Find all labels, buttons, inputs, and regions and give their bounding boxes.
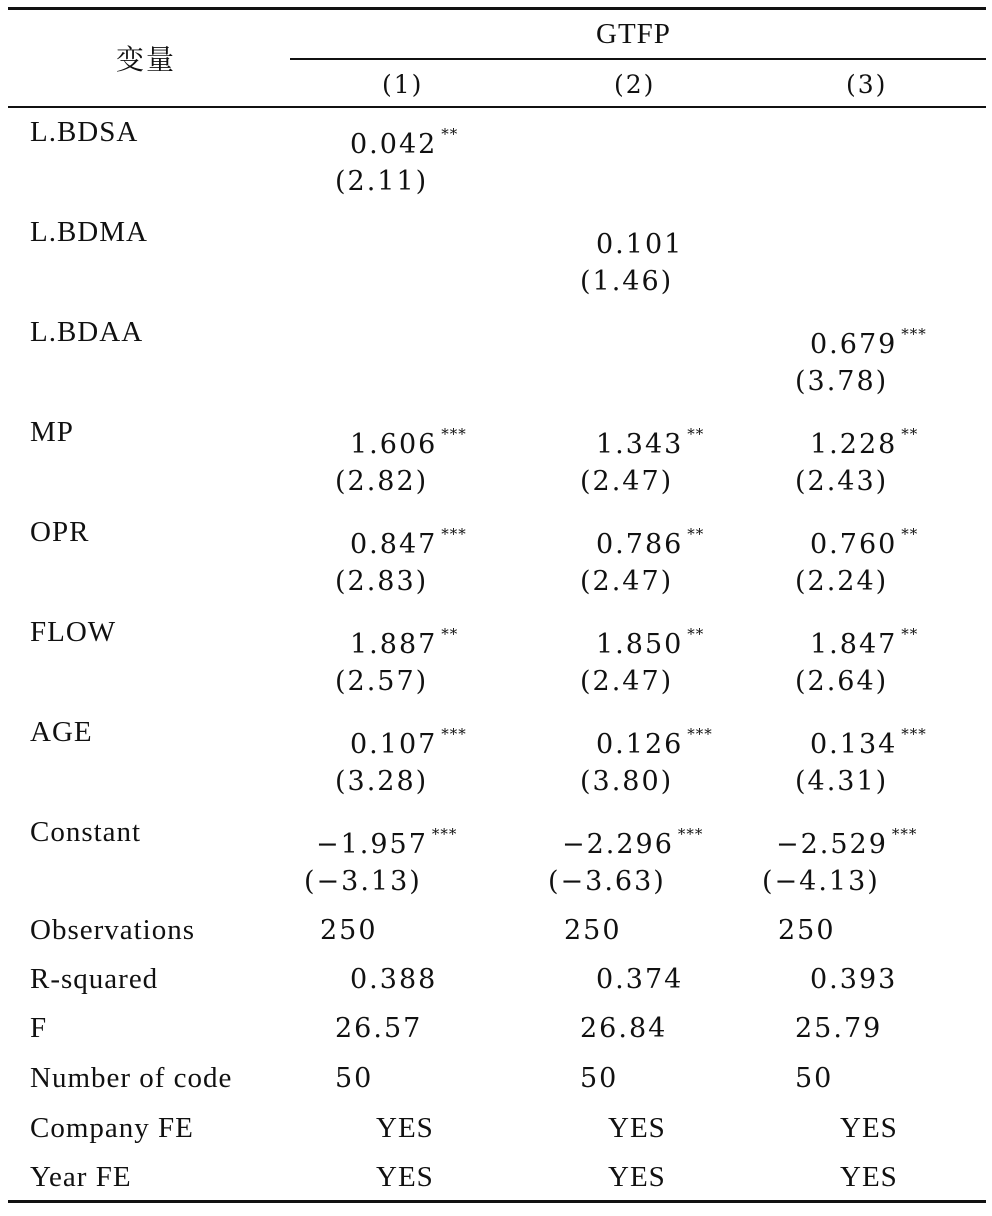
bottom-rule (8, 1200, 986, 1203)
stat-value: 0.374 (596, 964, 684, 995)
coef-cell (596, 618, 704, 661)
significance-stars: *** (687, 725, 713, 743)
t-stat-cell: (3.28) (335, 766, 429, 797)
significance-stars: *** (441, 725, 467, 743)
t-stat-cell: (2.24) (795, 566, 889, 597)
coef-value: 0.134 (810, 729, 898, 760)
t-stat-cell: (−4.13) (762, 866, 880, 897)
stat-label: R-squared (30, 963, 159, 995)
significance-stars: *** (891, 825, 918, 843)
coef-value: −2.296 (562, 829, 674, 860)
top-rule (8, 7, 986, 10)
fixed-effect-value: YES (376, 1112, 434, 1144)
t-stat-cell: (−3.13) (304, 866, 422, 897)
significance-stars: *** (441, 425, 467, 443)
t-stat-cell: (3.80) (580, 766, 674, 797)
significance-stars: *** (677, 825, 704, 843)
coef-value: −1.957 (316, 829, 428, 860)
coef-value: 1.850 (596, 629, 684, 660)
variable-header: 变量 (116, 43, 177, 76)
t-stat-cell: (2.57) (335, 666, 429, 697)
coef-cell (776, 818, 917, 861)
column-header-3: (3) (846, 70, 888, 99)
significance-stars: *** (901, 325, 927, 343)
fixed-effect-label: Company FE (30, 1112, 194, 1144)
coef-value: −2.529 (776, 829, 888, 860)
significance-stars: ** (441, 625, 459, 643)
stat-value: 250 (320, 915, 378, 946)
significance-stars: ** (687, 625, 705, 643)
t-stat-cell: (4.31) (795, 766, 889, 797)
coef-cell (350, 118, 458, 161)
coef-value: 0.847 (350, 529, 438, 560)
significance-stars: ** (901, 425, 919, 443)
t-stat-cell: (2.64) (795, 666, 889, 697)
significance-stars: *** (431, 825, 458, 843)
stat-value: 250 (778, 915, 836, 946)
stat-label: F (30, 1012, 48, 1044)
significance-stars: *** (441, 525, 467, 543)
stat-value: 0.393 (810, 964, 898, 995)
coef-cell (810, 618, 918, 661)
stat-value: 50 (580, 1063, 619, 1094)
stat-value: 250 (564, 915, 622, 946)
group-header: GTFP (596, 18, 671, 50)
significance-stars: ** (901, 525, 919, 543)
fixed-effect-value: YES (376, 1161, 434, 1193)
row-label: L.BDSA (30, 116, 139, 148)
coef-value: 0.679 (810, 329, 898, 360)
t-stat-cell: (1.46) (580, 266, 674, 297)
coef-value: 0.107 (350, 729, 438, 760)
t-stat-cell: (2.83) (335, 566, 429, 597)
stat-value: 0.388 (350, 964, 438, 995)
fixed-effect-value: YES (840, 1112, 898, 1144)
row-label: L.BDAA (30, 316, 144, 348)
significance-stars: ** (687, 425, 705, 443)
t-stat-cell: (3.78) (795, 366, 889, 397)
coef-cell (350, 718, 467, 761)
row-label: Constant (30, 816, 142, 848)
fixed-effect-label: Year FE (30, 1161, 132, 1193)
t-stat-cell: (2.47) (580, 466, 674, 497)
t-stat-cell: (2.82) (335, 466, 429, 497)
column-header-2: (2) (614, 70, 656, 99)
coef-cell (596, 518, 704, 561)
coef-value: 0.126 (596, 729, 684, 760)
coef-value: 1.228 (810, 429, 898, 460)
row-label: L.BDMA (30, 216, 148, 248)
t-stat-cell: (2.43) (795, 466, 889, 497)
significance-stars: *** (901, 725, 927, 743)
group-underline (290, 58, 986, 60)
t-stat-cell: (2.11) (335, 166, 429, 197)
coef-cell (596, 718, 713, 761)
coef-cell (810, 518, 918, 561)
coef-value: 1.847 (810, 629, 898, 660)
coef-value: 0.042 (350, 129, 438, 160)
fixed-effect-value: YES (608, 1161, 666, 1193)
coef-cell (596, 218, 687, 261)
fixed-effect-value: YES (608, 1112, 666, 1144)
row-label: AGE (30, 716, 93, 748)
stat-label: Observations (30, 914, 196, 946)
row-label: MP (30, 416, 74, 448)
coef-cell (810, 318, 927, 361)
coef-value: 0.101 (596, 229, 684, 260)
coef-cell (810, 718, 927, 761)
t-stat-cell: (−3.63) (548, 866, 666, 897)
significance-stars: ** (687, 525, 705, 543)
stat-value: 25.79 (795, 1013, 883, 1044)
coef-value: 0.760 (810, 529, 898, 560)
header-rule (8, 106, 986, 108)
t-stat-cell: (2.47) (580, 666, 674, 697)
coef-cell (350, 618, 458, 661)
column-header-1: (1) (382, 70, 424, 99)
coef-cell (810, 418, 918, 461)
coef-cell (316, 818, 457, 861)
row-label: OPR (30, 516, 90, 548)
stat-value: 50 (335, 1063, 374, 1094)
significance-stars: ** (901, 625, 919, 643)
stat-value: 50 (795, 1063, 834, 1094)
coef-value: 1.887 (350, 629, 438, 660)
coef-cell (350, 518, 467, 561)
stat-value: 26.57 (335, 1013, 423, 1044)
coef-cell (562, 818, 703, 861)
coef-cell (596, 418, 704, 461)
fixed-effect-value: YES (840, 1161, 898, 1193)
coef-value: 1.343 (596, 429, 684, 460)
coef-value: 1.606 (350, 429, 438, 460)
stat-value: 26.84 (580, 1013, 668, 1044)
significance-stars: ** (441, 125, 459, 143)
stat-label: Number of code (30, 1062, 233, 1094)
coef-cell (350, 418, 467, 461)
row-label: FLOW (30, 616, 117, 648)
coef-value: 0.786 (596, 529, 684, 560)
t-stat-cell: (2.47) (580, 566, 674, 597)
